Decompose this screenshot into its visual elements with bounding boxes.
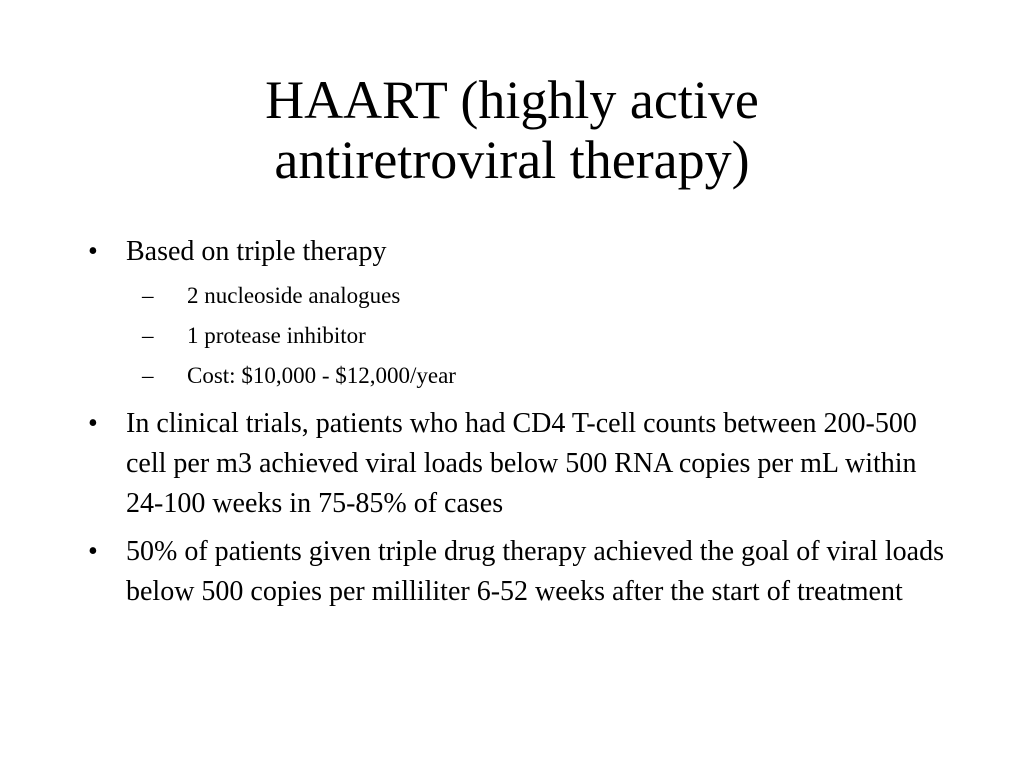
sub-bullet-text: 1 protease inhibitor — [187, 323, 366, 348]
bullet-text: In clinical trials, patients who had CD4 T-cell counts between 200-500 cell per m3 achieved viral loads below 500 RNA copies per mL within 24-100 weeks in 75-85% of cases — [126, 408, 917, 519]
sub-bullet-text: Cost: $10,000 - $12,000/year — [187, 363, 456, 388]
bullet-text: Based on triple therapy — [126, 236, 387, 267]
dash-icon: – — [142, 323, 154, 348]
sub-bullet-item — [142, 276, 944, 316]
bullet-item-clinical-trials — [84, 404, 944, 524]
sub-bullet-text: 2 nucleoside analogues — [187, 283, 401, 308]
sub-bullet-item — [142, 316, 944, 356]
bullet-icon: • — [88, 536, 98, 567]
bullet-icon: • — [88, 236, 98, 267]
bullet-text: 50% of patients given triple drug therapy achieved the goal of viral loads below 500 copies per milliliter 6-52 weeks after the start of treatment — [126, 536, 944, 607]
sub-bullet-item — [142, 356, 944, 396]
slide-title — [112, 70, 912, 190]
dash-icon: – — [142, 363, 154, 388]
slide-title-line-1: HAART (highly active — [265, 70, 759, 130]
dash-icon: – — [142, 283, 154, 308]
bullet-item-triple-therapy — [84, 232, 944, 396]
slide-title-line-2: antiretroviral therapy) — [274, 130, 750, 190]
sub-bullet-list — [126, 276, 944, 396]
bullet-list — [84, 232, 944, 620]
bullet-item-triple-drug-results — [84, 532, 944, 612]
bullet-icon: • — [88, 408, 98, 439]
